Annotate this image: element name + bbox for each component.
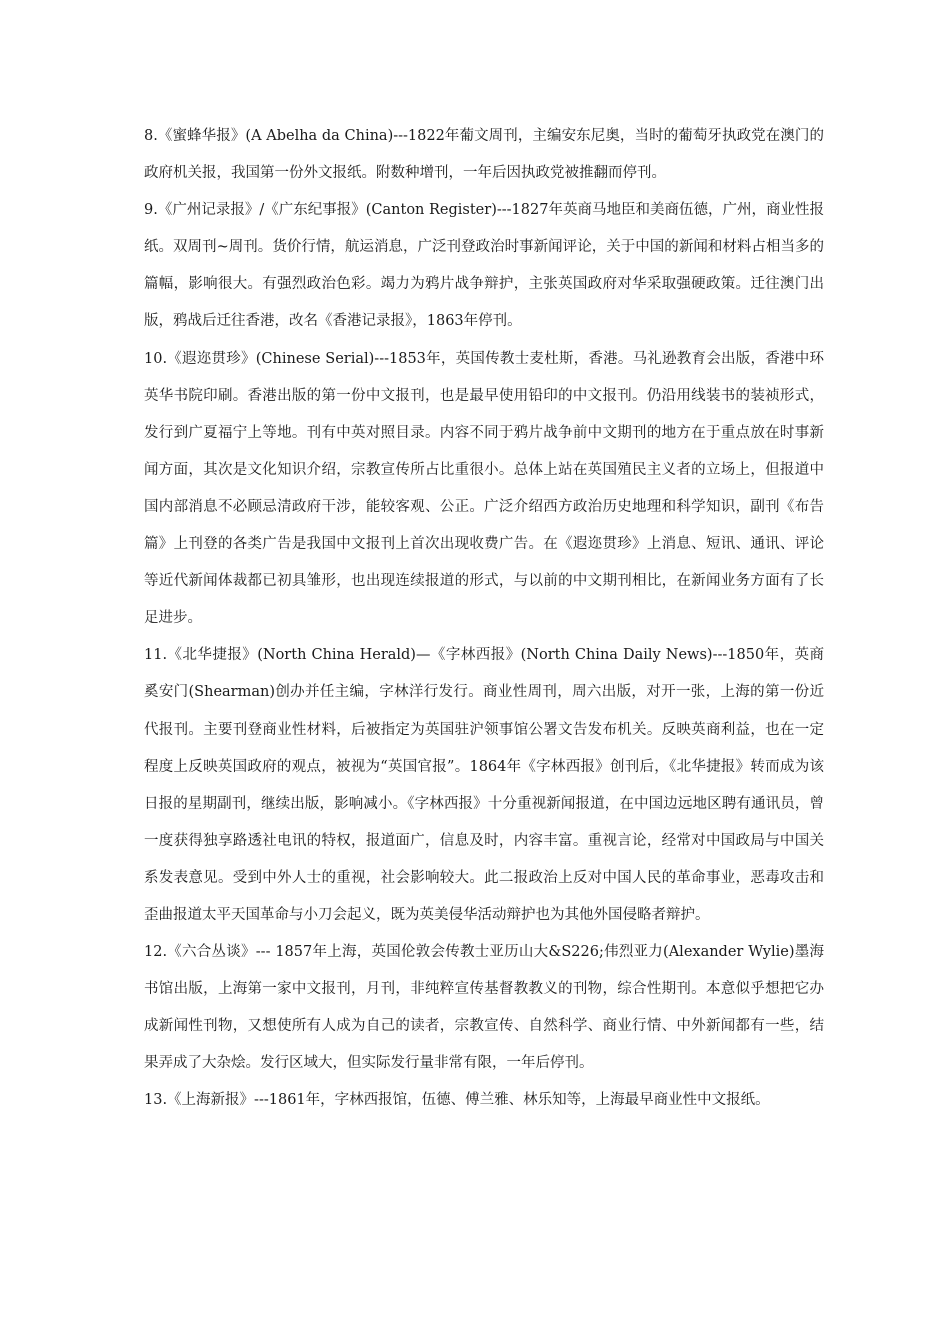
paragraph-12-liuhe-congtan: 12.《六合丛谈》--- 1857年上海，英国伦敦会传教士亚历山大&S226;伟烈亚力(Alexander Wylie)墨海书馆出版，上海第一家中文报刊，月刊，非纯粹宣传基督教教义的刊物，综合性期刊。本意似乎想把它办成新闻性刊物，又想使所有人成为自己的读者，宗教宣传、自然科学、商业行情、中外新闻都有一些，结果弄成了大杂烩。发行区域大，但实际发行量非常有限，一年后停刊。 [144,944,824,1072]
paragraph-10-chinese-serial: 10.《遐迩贯珍》(Chinese Serial)---1853年，英国传教士麦杜斯，香港。马礼逊教育会出版，香港中环英华书院印刷。香港出版的第一份中文报刊，也是最早使用铅印的中文报刊。仍沿用线装书的装祯形式，发行到广夏福宁上等地。刊有中英对照目录。内容不同于鸦片战争前中文期刊的地方在于重点放在时事新闻方面，其次是文化知识介绍，宗教宣传所占比重很小。总体上站在英国殖民主义者的立场上，但报道中国内部消息不必顾忌清政府干涉，能较客观、公正。广泛介绍西方政治历史地理和科学知识，副刊《布告篇》上刊登的各类广告是我国中文报刊上首次出现收费广告。在《遐迩贯珍》上消息、短讯、通讯、评论等近代新闻体裁都已初具雏形，也出现连续报道的形式，与以前的中文期刊相比，在新闻业务方面有了长足进步。 [144,350,824,627]
paragraph-8-abelha-da-china: 8.《蜜蜂华报》(A Abelha da China)---1822年葡文周刊，主编安东尼奥，当时的葡萄牙执政党在澳门的政府机关报，我国第一份外文报纸。附数种增刊，一年后因执政党被推翻而停刊。 [144,128,824,182]
paragraph-13-shanghai-xinbao: 13.《上海新报》---1861年，字林西报馆，伍德、傅兰雅、林乐知等，上海最早商业性中文报纸。 [144,1092,770,1109]
paragraph-11-north-china-herald: 11.《北华捷报》(North China Herald)—《字林西报》(North China Daily News)---1850年，英商奚安门(Shearman)创办并任主编，字林洋行发行。商业性周刊，周六出版，对开一张，上海的第一份近代报刊。主要刊登商业性材料，后被指定为英国驻沪领事馆公署文告发布机关。反映英商利益，也在一定程度上反映英国政府的观点，被视为“英国官报”。1864年《字林西报》创刊后，《北华捷报》转而成为该日报的星期副刊，继续出版，影响减小。《字林西报》十分重视新闻报道，在中国边远地区聘有通讯员，曾一度获得独享路透社电讯的特权，报道面广，信息及时，内容丰富。重视言论，经常对中国政局与中国关系发表意见。受到中外人士的重视，社会影响较大。此二报政治上反对中国人民的革命事业，恶毒攻击和歪曲报道太平天国革命与小刀会起义，既为英美侵华活动辩护也为其他外国侵略者辩护。 [144,647,824,923]
document-body [144,118,824,1120]
paragraph-9-canton-register: 9.《广州记录报》/《广东纪事报》(Canton Register)---1827年英商马地臣和美商伍德，广州，商业性报纸。双周刊~周刊。货价行情，航运消息，广泛刊登政治时事新闻评论，关于中国的新闻和材料占相当多的篇幅，影响很大。有强烈政治色彩。竭力为鸦片战争辩护，主张英国政府对华采取强硬政策。迁往澳门出版，鸦战后迁往香港，改名《香港记录报》，1863年停刊。 [144,202,824,330]
